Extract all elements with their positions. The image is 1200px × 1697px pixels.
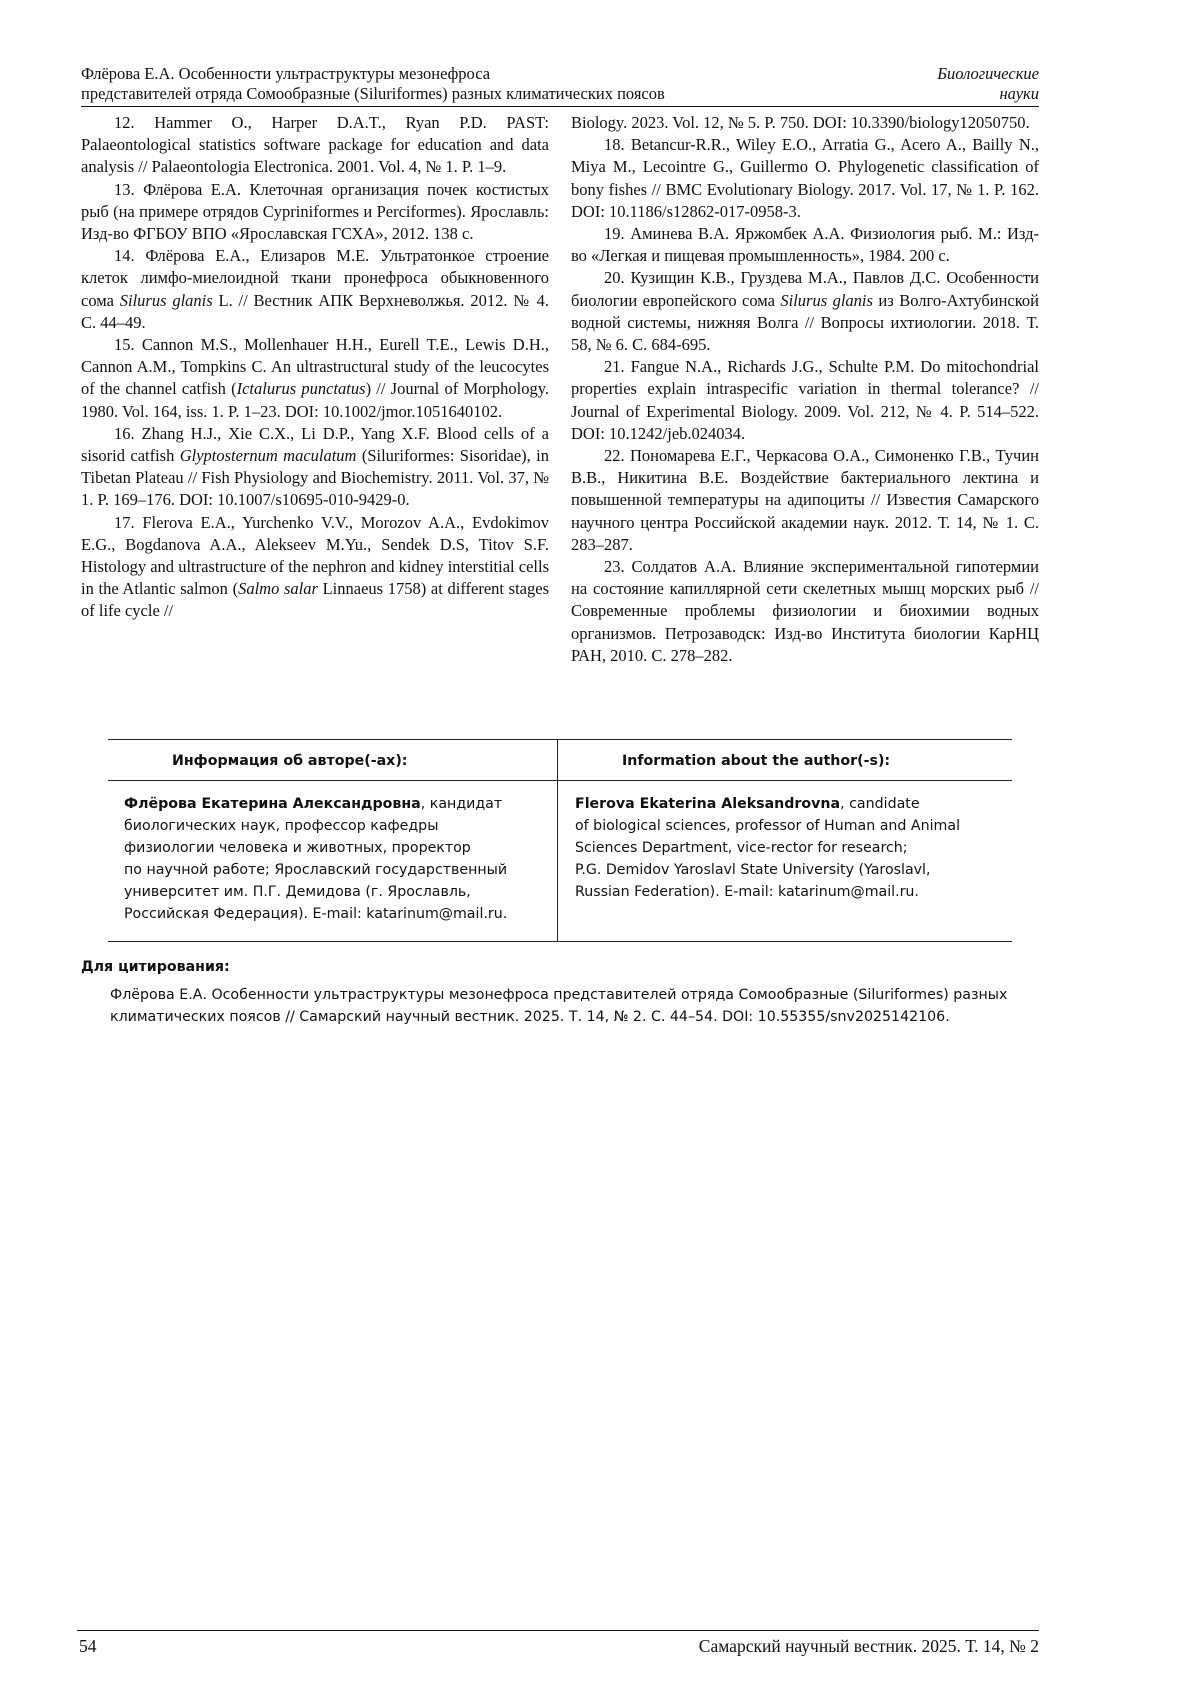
reference-text: 16. Zhang H.J., Xie C.X., Li D.P., Yang X.F. Blood cells of a sisorid catfish bbox=[81, 423, 549, 466]
reference-text: Linnaeus 1758) at different stages of life cycle // bbox=[81, 579, 549, 621]
reference-item bbox=[571, 356, 1039, 445]
author-line bbox=[124, 903, 544, 925]
footer-rule bbox=[77, 1630, 1039, 1631]
citation-line: климатических поясов // Самарский научный вестник. 2025. Т. 14, № 2. С. 44–54. DOI: 10.55355/snv2025142106. bbox=[110, 1009, 950, 1025]
author-text: физиологии человека и животных, проректор bbox=[124, 840, 471, 856]
reference-text: 12. Hammer O., Harper D.A.T., Ryan P.D. PAST: Palaeontological statistics software package for education and data analysis // Palaeontologia Electronica. 2001. Vol. 4, № 1. P. 1–9. bbox=[81, 113, 549, 177]
reference-item bbox=[571, 445, 1039, 556]
author-heading-en: Information about the author(-s): bbox=[622, 753, 891, 769]
reference-italic: Glyptosternum maculatum bbox=[179, 446, 357, 466]
author-line bbox=[124, 815, 544, 837]
author-name: Flerova Ekaterina Aleksandrovna bbox=[575, 796, 841, 812]
author-line bbox=[124, 793, 544, 815]
author-line bbox=[124, 859, 544, 881]
section-name-line1: Биологические bbox=[937, 64, 1039, 83]
journal-name: Самарский научный вестник. 2025. Т. 14, № 2 bbox=[698, 1636, 1039, 1656]
reference-text: L. // Вестник АПК Верхневолжья. 2012. № 4. С. 44–49. bbox=[81, 290, 549, 332]
author-name: Флёрова Екатерина Александровна bbox=[124, 796, 421, 812]
reference-italic: Ictalurus punctatus bbox=[236, 379, 366, 399]
citation-heading: Для цитирования: bbox=[81, 959, 230, 975]
reference-text: 21. Fangue N.A., Richards J.G., Schulte P.M. Do mitochondrial properties explain intraspecific variation in thermal tolerance? // Journal of Experimental Biology. 2009. Vol. 212, № 4. P. 514–522. DOI: 10.1242/jeb.024034. bbox=[571, 357, 1039, 443]
reference-text: 15. Cannon M.S., Mollenhauer H.H., Eurell T.E., Lewis D.H., Cannon A.M., Tompkins C. An ultrastructural study of the leucocytes of the channel catfish ( bbox=[81, 335, 549, 399]
reference-text: (Siluriformes: Sisoridae), in Tibetan Plateau // Fish Physiology and Biochemistry. 2011. Vol. 37, № 1. P. 169–176. DOI: 10.1007/s10695-010-9429-0. bbox=[81, 446, 549, 510]
section-name bbox=[937, 64, 1039, 104]
reference-item bbox=[81, 512, 549, 623]
references-column-left bbox=[81, 112, 549, 623]
author-text: Российская Федерация). E-mail: katarinum@mail.ru. bbox=[124, 906, 508, 922]
section-name-line2: науки bbox=[999, 84, 1039, 103]
reference-item bbox=[81, 423, 549, 512]
author-line bbox=[575, 793, 1005, 815]
reference-text: 14. Флёрова Е.А., Елизаров М.Е. Ультратонкое строение клеток лимфо-миелоидной ткани пронефроса обыкновенного сома bbox=[81, 246, 549, 310]
author-text: биологических наук, профессор кафедры bbox=[124, 818, 439, 834]
author-text: , кандидат bbox=[420, 796, 503, 812]
reference-item bbox=[571, 134, 1039, 223]
reference-text: 20. Кузищин К.В., Груздева М.А., Павлов Д.С. Особенности биологии европейского сома bbox=[571, 268, 1039, 310]
author-text: по научной работе; Ярославский государственный bbox=[124, 862, 508, 878]
page-number: 54 bbox=[79, 1636, 97, 1656]
running-title-line2: представителей отряда Сомообразные (Siluriformes) разных климатических поясов bbox=[81, 84, 665, 103]
author-heading-ru: Информация об авторе(-ах): bbox=[172, 753, 408, 769]
reference-item bbox=[571, 267, 1039, 356]
header-rule bbox=[81, 106, 1039, 107]
author-line bbox=[124, 837, 544, 859]
citation-text bbox=[110, 984, 1045, 1028]
reference-item bbox=[571, 556, 1039, 667]
reference-item bbox=[81, 179, 549, 246]
reference-text: 13. Флёрова Е.А. Клеточная организация почек костистых рыб (на примере отрядов Cypriniformes и Perciformes). Ярославль: Изд-во ФГБОУ ВПО «Ярославская ГСХА», 2012. 138 с. bbox=[81, 179, 549, 244]
author-text: , candidate bbox=[840, 796, 920, 812]
reference-item bbox=[571, 223, 1039, 267]
author-line bbox=[575, 837, 1005, 859]
reference-item bbox=[81, 334, 549, 423]
reference-continuation: Biology. 2023. Vol. 12, № 5. P. 750. DOI: 10.3390/biology12050750. bbox=[571, 113, 1030, 132]
author-text: Russian Federation). E-mail: katarinum@mail.ru. bbox=[575, 884, 919, 900]
reference-text: 18. Betancur-R.R., Wiley E.O., Arratia G., Acero A., Bailly N., Miya M., Lecointre G., Guillermo O. Phylogenetic classification of bony fishes // BMC Evolutionary Biology. 2017. Vol. 17, № 1. P. 162. DOI: 10.1186/s12862-017-0958-3. bbox=[571, 135, 1039, 221]
author-line bbox=[124, 881, 544, 903]
running-title-line1: Флёрова Е.А. Особенности ультраструктуры мезонефроса bbox=[81, 64, 491, 83]
reference-item bbox=[81, 112, 549, 179]
reference-italic: Silurus glanis bbox=[119, 290, 213, 310]
author-line bbox=[575, 881, 1005, 903]
references-column-right bbox=[571, 112, 1039, 667]
author-info-en bbox=[575, 793, 1005, 903]
citation-line: Флёрова Е.А. Особенности ультраструктуры мезонефроса представителей отряда Сомообразные (Siluriformes) разных bbox=[110, 987, 1008, 1003]
reference-text: 22. Пономарева Е.Г., Черкасова О.А., Симоненко Г.В., Тучин В.В., Никитина В.Е. Воздействие бактериального лектина и повышенной температуры на адипоциты // Известия Самарского научного центра Российской академии наук. 2012. Т. 14, № 1. С. 283–287. bbox=[571, 446, 1039, 554]
running-title bbox=[81, 64, 841, 104]
table-divider-horizontal bbox=[108, 780, 1012, 781]
author-text: Sciences Department, vice-rector for research; bbox=[575, 840, 908, 856]
reference-text: 17. Flerova E.A., Yurchenko V.V., Morozov A.A., Evdokimov E.G., Bogdanova A.A., Alekseev M.Yu., Sendek D.S, Titov S.F. Histology and ultrastructure of the nephron and kidney interstitial cells in the Atlantic salmon ( bbox=[81, 512, 549, 599]
reference-text: из Волго-Ахтубинской водной системы, нижняя Волга // Вопросы ихтиологии. 2018. Т. 58, № 6. С. 684-695. bbox=[571, 290, 1039, 355]
author-line bbox=[575, 859, 1005, 881]
author-text: of biological sciences, professor of Human and Animal bbox=[575, 818, 961, 834]
author-text: P.G. Demidov Yaroslavl State University (Yaroslavl, bbox=[575, 862, 931, 878]
author-text: университет им. П.Г. Демидова (г. Ярославль, bbox=[124, 884, 471, 900]
reference-italic: Salmo salar bbox=[238, 579, 318, 599]
reference-text: 19. Аминева В.А. Яржомбек А.А. Физиология рыб. М.: Изд-во «Легкая и пищевая промышленность», 1984. 200 с. bbox=[571, 224, 1039, 266]
table-divider-vertical bbox=[557, 740, 558, 941]
reference-text: ) // Journal of Morphology. 1980. Vol. 164, iss. 1. P. 1–23. DOI: 10.1002/jmor.1051640102. bbox=[81, 379, 549, 421]
reference-text: 23. Солдатов А.А. Влияние экспериментальной гипотермии на состояние капиллярной сети скелетных мышц морских рыб // Современные проблемы физиологии и биохимии водных организмов. Петрозаводск: Изд-во Института биологии КарНЦ РАН, 2010. С. 278–282. bbox=[571, 557, 1039, 665]
author-info-table bbox=[108, 739, 1012, 942]
author-line bbox=[575, 815, 1005, 837]
reference-item bbox=[81, 245, 549, 334]
author-info-ru bbox=[124, 793, 544, 925]
reference-italic: Silurus glanis bbox=[780, 290, 873, 310]
